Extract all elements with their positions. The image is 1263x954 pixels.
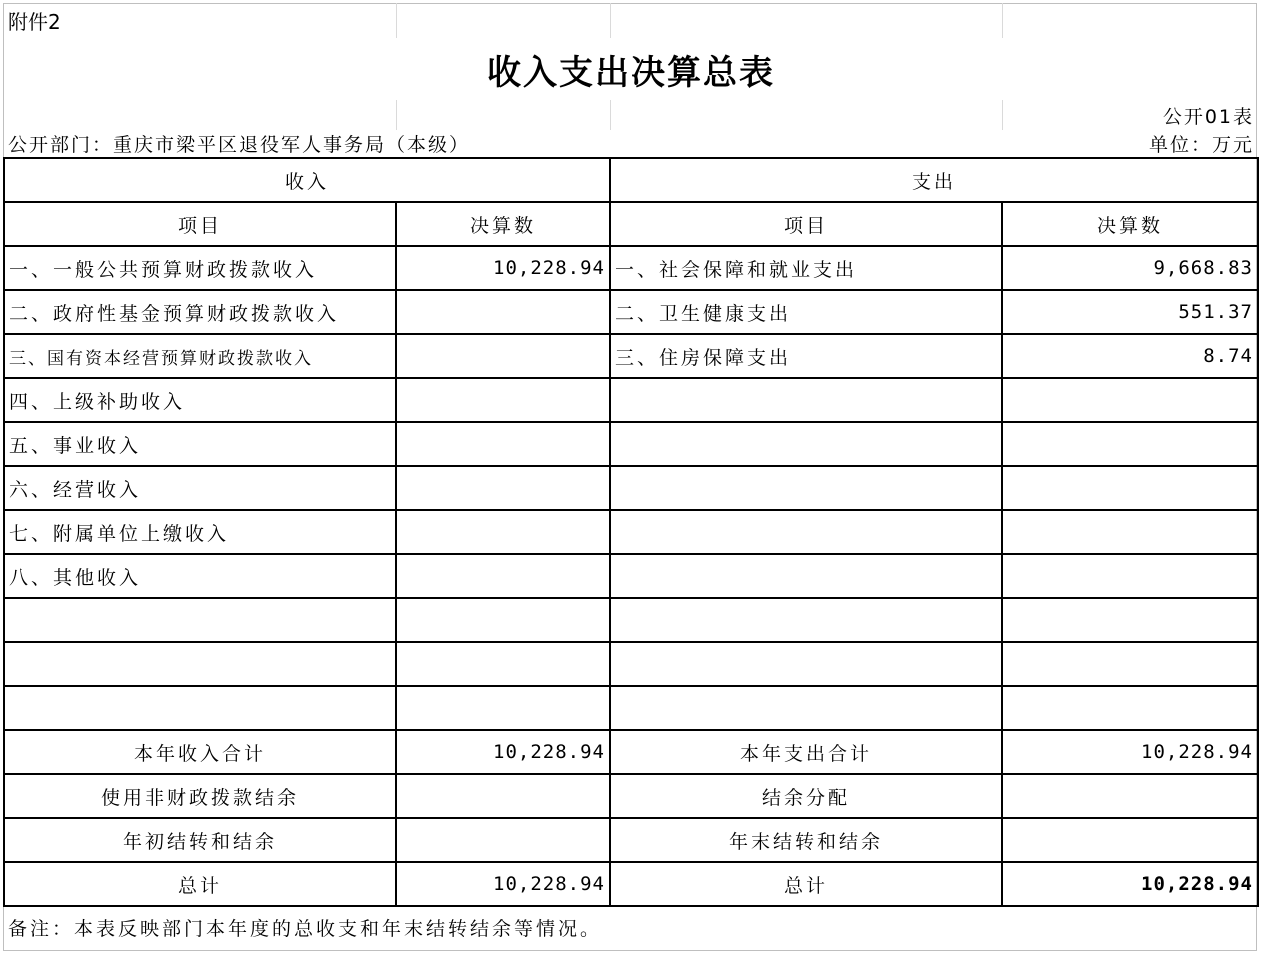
income-item-value (396, 290, 610, 334)
income-item-label: 五、事业收入 (4, 422, 396, 466)
income-item-label: 四、上级补助收入 (4, 378, 396, 422)
table-row (4, 290, 1258, 334)
expense-item-value: 8.74 (1002, 334, 1258, 378)
grand-total-expense-label: 总计 (610, 862, 1002, 906)
table-row (4, 686, 1258, 730)
income-item-value (396, 378, 610, 422)
grand-total-income-value: 10,228.94 (396, 862, 610, 906)
income-header: 收入 (4, 158, 610, 202)
income-item-value (396, 422, 610, 466)
table-row (4, 642, 1258, 686)
closing-balance-label: 年末结转和结余 (610, 818, 1002, 862)
footnote: 备注：本表反映部门本年度的总收支和年末结转结余等情况。 (8, 918, 603, 940)
table-row (4, 774, 1258, 818)
table-row (4, 422, 1258, 466)
table-row (4, 554, 1258, 598)
income-total-value: 10,228.94 (396, 730, 610, 774)
expense-total-label: 本年支出合计 (610, 730, 1002, 774)
expense-amount-column-header: 决算数 (1002, 202, 1258, 246)
table-row (4, 334, 1258, 378)
expense-item-column-header: 项目 (610, 202, 1002, 246)
department-label: 公开部门：重庆市梁平区退役军人事务局（本级） (8, 134, 471, 156)
grand-total-income-label: 总计 (4, 862, 396, 906)
table-row (4, 862, 1258, 906)
table-row (4, 510, 1258, 554)
closing-balance-value (1002, 818, 1258, 862)
table-row (4, 466, 1258, 510)
income-item-value (396, 554, 610, 598)
income-item-label: 六、经营收入 (4, 466, 396, 510)
final-accounts-table (3, 3, 1259, 948)
table-code: 公开01表 (1162, 105, 1254, 128)
unit-label: 单位：万元 (1148, 134, 1254, 156)
table-row (4, 730, 1258, 774)
income-amount-column-header: 决算数 (396, 202, 610, 246)
table-row (4, 246, 1258, 290)
attachment-label: 附件2 (4, 3, 396, 38)
expense-item-value: 551.37 (1002, 290, 1258, 334)
income-total-label: 本年收入合计 (4, 730, 396, 774)
income-item-value (396, 510, 610, 554)
surplus-distribution-label: 结余分配 (610, 774, 1002, 818)
income-item-label: 七、附属单位上缴收入 (4, 510, 396, 554)
table-row (4, 818, 1258, 862)
expense-item-label: 三、住房保障支出 (610, 334, 1002, 378)
income-item-value (396, 334, 610, 378)
income-item-label: 二、政府性基金预算财政拨款收入 (4, 290, 396, 334)
income-item-label: 八、其他收入 (4, 554, 396, 598)
expense-item-label: 一、社会保障和就业支出 (610, 246, 1002, 290)
expense-item-value: 9,668.83 (1002, 246, 1258, 290)
non-fiscal-surplus-label: 使用非财政拨款结余 (4, 774, 396, 818)
table-row (4, 378, 1258, 422)
page-title: 收入支出决算总表 (487, 52, 775, 93)
income-item-label: 一、一般公共预算财政拨款收入 (4, 246, 396, 290)
income-item-value: 10,228.94 (396, 246, 610, 290)
income-item-label: 三、国有资本经营预算财政拨款收入 (4, 334, 396, 378)
grand-total-expense-value: 10,228.94 (1002, 862, 1258, 906)
table-row (4, 598, 1258, 642)
expense-item-label: 二、卫生健康支出 (610, 290, 1002, 334)
expense-total-value: 10,228.94 (1002, 730, 1258, 774)
expense-header: 支出 (610, 158, 1258, 202)
non-fiscal-surplus-value (396, 774, 610, 818)
income-item-column-header: 项目 (4, 202, 396, 246)
income-item-value (396, 466, 610, 510)
surplus-distribution-value (1002, 774, 1258, 818)
opening-balance-label: 年初结转和结余 (4, 818, 396, 862)
opening-balance-value (396, 818, 610, 862)
